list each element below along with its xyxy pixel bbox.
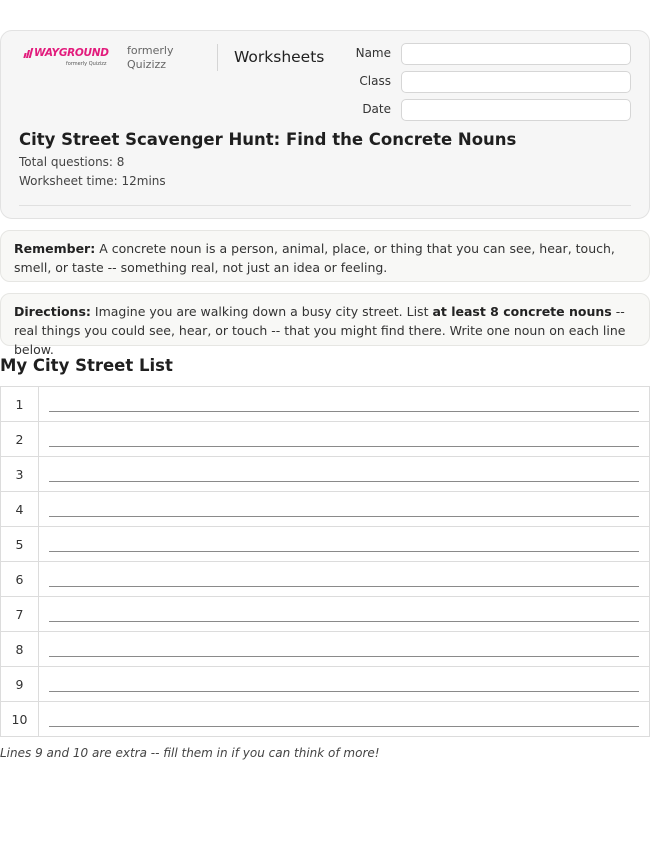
total-questions: Total questions: 8 — [19, 155, 125, 169]
name-label: Name — [355, 46, 391, 60]
answer-row — [1, 597, 650, 632]
answer-table — [0, 386, 650, 737]
quizizz-line: Quizizz — [127, 58, 167, 71]
write-line — [49, 656, 639, 657]
row-number: 4 — [1, 492, 39, 527]
write-line — [49, 691, 639, 692]
row-number: 1 — [1, 387, 39, 422]
class-label: Class — [359, 74, 391, 88]
answer-cell[interactable] — [39, 667, 650, 702]
row-number: 10 — [1, 702, 39, 737]
answer-cell[interactable] — [39, 387, 650, 422]
answer-row — [1, 492, 650, 527]
logo-subtext: formerly Quizizz — [66, 61, 107, 67]
answer-row — [1, 422, 650, 457]
row-number: 3 — [1, 457, 39, 492]
remember-label: Remember: — [14, 241, 96, 256]
remember-note — [0, 230, 650, 282]
write-line — [49, 621, 639, 622]
header-divider — [217, 44, 218, 71]
answer-cell[interactable] — [39, 702, 650, 737]
footnote: Lines 9 and 10 are extra -- fill them in if you can think of more! — [0, 746, 380, 760]
row-number: 7 — [1, 597, 39, 632]
formerly-line: formerly — [127, 44, 174, 57]
answer-row — [1, 632, 650, 667]
answer-row — [1, 702, 650, 737]
directions-emphasis: at least 8 concrete nouns — [432, 304, 612, 319]
answer-row — [1, 527, 650, 562]
write-line — [49, 446, 639, 447]
write-line — [49, 411, 639, 412]
write-line — [49, 726, 639, 727]
worksheet-time: Worksheet time: 12mins — [19, 174, 166, 188]
remember-text: A concrete noun is a person, animal, place, or thing that you can see, hear, touch, smell, or taste -- something real, not just an idea or feeling. — [14, 241, 615, 275]
worksheet-title: City Street Scavenger Hunt: Find the Concrete Nouns — [19, 130, 517, 149]
answer-row — [1, 457, 650, 492]
class-field[interactable] — [401, 71, 631, 93]
directions-text-after: -- real things you could see, hear, or touch -- that you might find there. Write one noun on each line below. — [14, 304, 626, 357]
row-number: 5 — [1, 527, 39, 562]
header-bottom-divider — [19, 205, 631, 206]
row-number: 9 — [1, 667, 39, 702]
row-number: 8 — [1, 632, 39, 667]
answer-row — [1, 562, 650, 597]
directions-text-before: Imagine you are walking down a busy city street. List — [90, 304, 433, 319]
directions-note — [0, 293, 650, 357]
write-line — [49, 586, 639, 587]
write-line — [49, 516, 639, 517]
write-line — [49, 551, 639, 552]
answer-row — [1, 667, 650, 702]
list-title: My City Street List — [0, 356, 173, 375]
name-field[interactable] — [401, 43, 631, 65]
logo-wordmark: WAYGROUND — [34, 47, 109, 59]
wayground-logo — [24, 47, 114, 69]
answer-cell[interactable] — [39, 492, 650, 527]
answer-cell[interactable] — [39, 562, 650, 597]
answer-cell[interactable] — [39, 527, 650, 562]
date-label: Date — [362, 102, 391, 116]
doc-type-label: Worksheets — [234, 48, 325, 66]
write-line — [49, 481, 639, 482]
answer-cell[interactable] — [39, 632, 650, 667]
logo-bars-icon — [24, 48, 32, 58]
answer-cell[interactable] — [39, 457, 650, 492]
answer-cell[interactable] — [39, 422, 650, 457]
directions-label: Directions: — [14, 304, 91, 319]
answer-row — [1, 387, 650, 422]
row-number: 6 — [1, 562, 39, 597]
row-number: 2 — [1, 422, 39, 457]
answer-cell[interactable] — [39, 597, 650, 632]
date-field[interactable] — [401, 99, 631, 121]
formerly-quizizz-note — [127, 44, 174, 72]
